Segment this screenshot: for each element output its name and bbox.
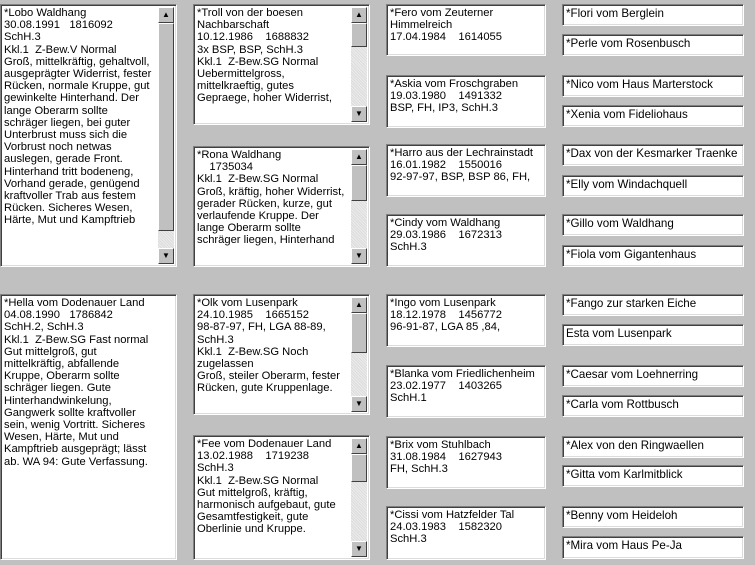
gen3-ancestor-box[interactable] [386, 75, 546, 128]
maternal-grandsire-text: *Olk vom Lusenpark 24.10.1985 1665152 98-87-97, FH, LGA 88-89, SchH.3 Kkl.1 Z-Bew.SG Noch zugelassen Groß, steiler Oberarm, fester Rücken, gute Kruppenlage. [197, 297, 340, 395]
gen4-ancestor-field[interactable] [562, 75, 744, 97]
scroll-down-arrow-icon[interactable]: ▼ [158, 248, 174, 264]
scrollbar-thumb[interactable] [351, 23, 367, 47]
dam-info-text: *Hella vom Dodenauer Land 04.08.1990 1786842 SchH.2, SchH.3 Kkl.1 Z-Bew.SG Fast normal Gut mittelgroß, gut mittelkräftig, abfallende Kruppe, Oberarm sollte schräger liegen. Gute Hinterhandwinkelung, Gangwerk sollte kraftvoller sein, wenig Vortritt. Sicheres Wesen, Härte, Mut und Kampftrieb ausgeprägt; lässt ab. WA 94: Gute Verfassung. [4, 297, 149, 468]
gen4-ancestor-name: *Caesar vom Loehnerring [566, 368, 699, 381]
gen4-ancestor-field[interactable] [562, 4, 744, 26]
gen4-ancestor-field[interactable] [562, 536, 744, 559]
gen4-ancestor-name: *Alex von den Ringwaellen [566, 439, 704, 452]
gen3-ancestor-text: *Ingo vom Lusenpark 18.12.1978 1456772 96-91-87, LGA 85 ,84, [390, 297, 502, 334]
granddam-scrollbar[interactable] [351, 149, 367, 264]
gen4-ancestor-field[interactable] [562, 34, 744, 56]
gen3-ancestor-box[interactable] [386, 214, 546, 267]
gen4-ancestor-field[interactable] [562, 144, 744, 166]
gen4-ancestor-name: *Nico vom Haus Marterstock [566, 78, 713, 91]
scroll-down-arrow-icon[interactable]: ▼ [351, 248, 367, 264]
gen4-ancestor-field[interactable] [562, 365, 744, 387]
gen3-ancestor-box[interactable] [386, 506, 546, 560]
gen4-ancestor-field[interactable] [562, 395, 744, 417]
gen3-ancestor-text: *Harro aus der Lechrainstadt 16.01.1982 1550016 92-97-97, BSP, BSP 86, FH, [390, 147, 534, 184]
scroll-down-arrow-icon[interactable]: ▼ [351, 541, 367, 557]
maternal-granddam-text: *Fee vom Dodenauer Land 13.02.1988 1719238 SchH.3 Kkl.1 Z-Bew.SG Normal Gut mittelgroß, kräftig, harmonisch aufgebaut, gute Gesamtfestigkeit, gute Oberlinie und Kruppe. [197, 438, 336, 536]
gen4-ancestor-name: *Gillo vom Waldhang [566, 217, 674, 230]
scrollbar-thumb[interactable] [158, 23, 174, 231]
scrollbar-track[interactable] [351, 47, 367, 106]
sire-info-text: *Lobo Waldhang 30.08.1991 1816092 SchH.3 Kkl.1 Z-Bew.V Normal Groß, mittelkräftig, gehaltvoll, ausgeprägter Widerrist, fester Rücken, normale Kruppe, gut gewinkelte Hinterhand. Der lange Oberarm sollte schräger liegen, bei guter Unterbrust muss sich die Vorbrust noch netwas auslegen, gerade Front. Hinterhand tritt bodeneng, Vorhand gerade, genügend kraftvoller Trab aus festem Rücken. Sicheres Wesen, Härte, Mut und Kampftrieb [4, 7, 152, 227]
paternal-granddam-box[interactable] [193, 146, 370, 267]
gen4-ancestor-name: *Dax von der Kesmarker Traenke [566, 147, 738, 160]
gen3-ancestor-box[interactable] [386, 436, 546, 489]
paternal-grandsire-text: *Troll von der boesen Nachbarschaft 10.12.1986 1688832 3x BSP, BSP, SchH.3 Kkl.1 Z-Bew.SG Normal Uebermittelgross, mittelkraeftig, gutes Gepraege, hoher Widerrist, [197, 7, 332, 105]
gen4-ancestor-field[interactable] [562, 506, 744, 528]
scroll-up-arrow-icon[interactable]: ▲ [351, 438, 367, 454]
scrollbar-track[interactable] [158, 231, 174, 248]
gen3-ancestor-box[interactable] [386, 4, 546, 56]
gen4-ancestor-name: *Elly vom Windachquell [566, 178, 688, 191]
scroll-down-arrow-icon[interactable]: ▼ [351, 396, 367, 412]
scroll-up-arrow-icon[interactable]: ▲ [158, 7, 174, 23]
gen3-ancestor-text: *Cissi vom Hatzfelder Tal 24.03.1983 1582320 SchH.3 [390, 509, 515, 546]
sire-info-box[interactable] [0, 4, 177, 267]
maternal-granddam-box[interactable] [193, 435, 370, 560]
gen4-ancestor-name: *Benny vom Heideloh [566, 509, 678, 522]
scroll-up-arrow-icon[interactable]: ▲ [351, 149, 367, 165]
gen4-ancestor-name: *Flori vom Berglein [566, 7, 664, 20]
gen3-ancestor-text: *Brix vom Stuhlbach 31.08.1984 1627943 FH, SchH.3 [390, 439, 502, 476]
gen4-ancestor-name: *Perle vom Rosenbusch [566, 37, 691, 50]
gen4-ancestor-name: *Carla vom Rottbusch [566, 398, 679, 411]
gen4-ancestor-field[interactable] [562, 324, 744, 346]
gen3-ancestor-text: *Fero vom Zeuterner Himmelreich 17.04.1984 1614055 [390, 7, 502, 44]
scrollbar-thumb[interactable] [351, 313, 367, 353]
gen4-ancestor-name: *Mira vom Haus Pe-Ja [566, 539, 682, 552]
maternal-grandsire-box[interactable] [193, 294, 370, 415]
gen4-ancestor-name: *Xenia vom Fideliohaus [566, 108, 688, 121]
gen3-ancestor-text: *Blanka vom Friedlichenheim 23.02.1977 1403265 SchH.1 [390, 368, 535, 405]
scrollbar-track[interactable] [351, 353, 367, 396]
gen4-ancestor-field[interactable] [562, 175, 744, 197]
gen3-ancestor-box[interactable] [386, 144, 546, 197]
gen4-ancestor-name: *Fango zur starken Eiche [566, 297, 697, 310]
scroll-up-arrow-icon[interactable]: ▲ [351, 297, 367, 313]
gen4-ancestor-name: Esta vom Lusenpark [566, 327, 672, 340]
maternal-granddam-scrollbar[interactable] [351, 438, 367, 557]
gen4-ancestor-field[interactable] [562, 105, 744, 127]
gen3-ancestor-box[interactable] [386, 294, 546, 347]
gen4-ancestor-name: *Gitta vom Karlmitblick [566, 468, 683, 481]
gen3-ancestor-text: *Cindy vom Waldhang 29.03.1986 1672313 SchH.3 [390, 217, 502, 254]
gen4-ancestor-field[interactable] [562, 436, 744, 458]
scrollbar-track[interactable] [351, 201, 367, 248]
scrollbar-thumb[interactable] [351, 454, 367, 482]
paternal-granddam-text: *Rona Waldhang 1735034 Kkl.1 Z-Bew.SG Normal Groß, kräftig, hoher Widerrist, gerader Rücken, kurze, gut verlaufende Kruppe. Der lange Oberarm sollte schräger liegen, Hinterhand [197, 149, 345, 247]
scrollbar-track[interactable] [351, 482, 367, 541]
gen4-ancestor-field[interactable] [562, 214, 744, 236]
dam-info-box[interactable] [0, 294, 177, 560]
maternal-grandsire-scrollbar[interactable] [351, 297, 367, 412]
gen3-ancestor-box[interactable] [386, 365, 546, 418]
grandsire-scrollbar[interactable] [351, 7, 367, 122]
gen4-ancestor-name: *Fiola vom Gigantenhaus [566, 248, 697, 261]
gen4-ancestor-field[interactable] [562, 294, 744, 316]
sire-scrollbar[interactable] [158, 7, 174, 264]
scroll-up-arrow-icon[interactable]: ▲ [351, 7, 367, 23]
gen4-ancestor-field[interactable] [562, 465, 744, 487]
scrollbar-thumb[interactable] [351, 165, 367, 201]
gen3-ancestor-text: *Askia vom Froschgraben 19.03.1980 1491332 BSP, FH, IP3, SchH.3 [390, 78, 519, 115]
gen4-ancestor-field[interactable] [562, 245, 744, 267]
scroll-down-arrow-icon[interactable]: ▼ [351, 106, 367, 122]
paternal-grandsire-box[interactable] [193, 4, 370, 125]
